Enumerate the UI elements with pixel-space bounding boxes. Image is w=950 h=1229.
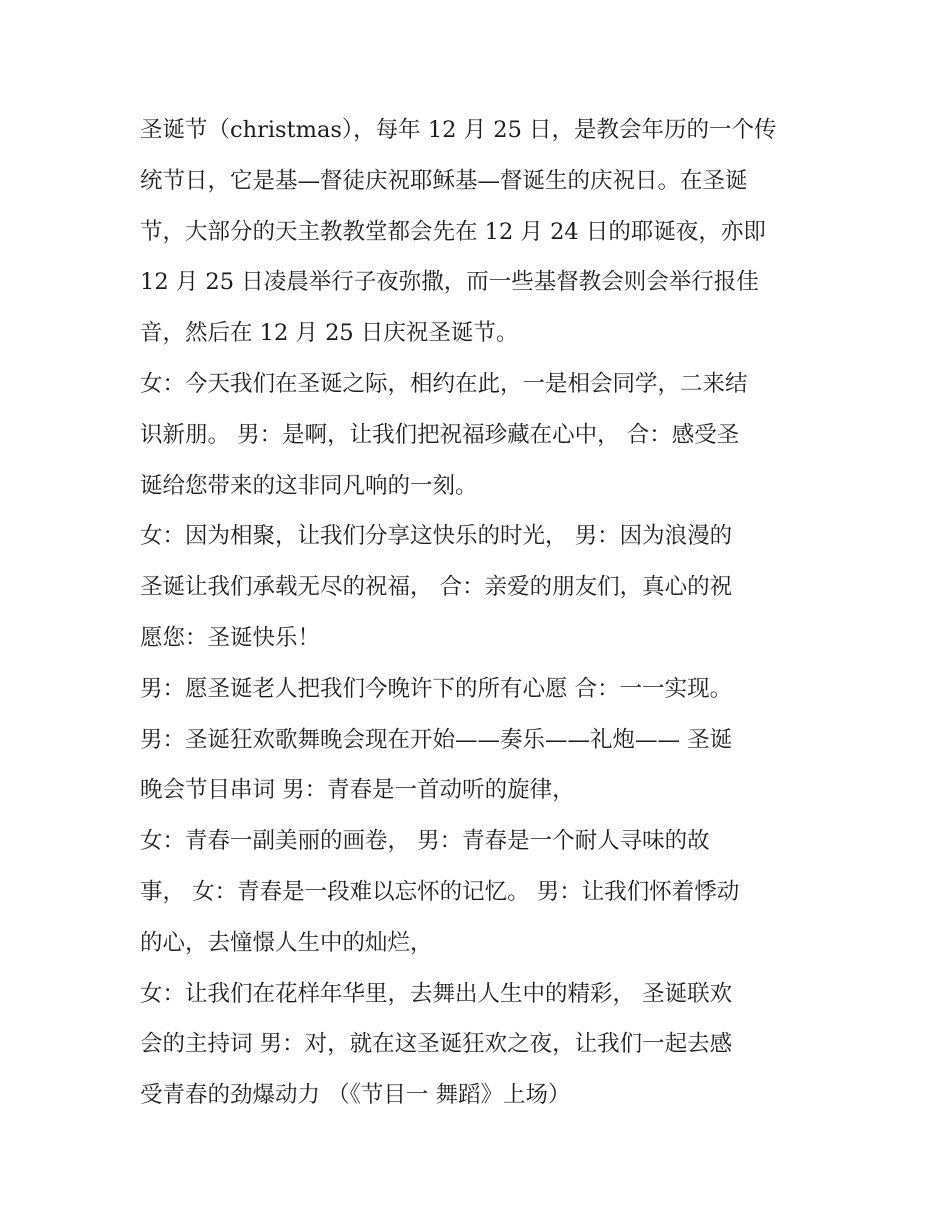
text-line: 音，然后在 12 月 25 日庆祝圣诞节。	[140, 320, 519, 347]
text-line: 男：圣诞狂欢歌舞晚会现在开始——奏乐——礼炮—— 圣诞	[140, 726, 733, 753]
text-line: 会的主持词 男：对，就在这圣诞狂欢之夜，让我们一起去感	[140, 1031, 733, 1058]
text-line: 12 月 25 日凌晨举行子夜弥撒，而一些基督教会则会举行报佳	[140, 269, 759, 296]
text-line: 的心，去憧憬人生中的灿烂，	[140, 929, 433, 956]
text-line: 女：因为相聚，让我们分享这快乐的时光， 男：因为浪漫的	[140, 523, 733, 550]
text-line: 晚会节目串词 男：青春是一首动听的旋律，	[140, 777, 575, 804]
text-line: 女：让我们在花样年华里，去舞出人生中的精彩， 圣诞联欢	[140, 980, 733, 1007]
text-line: 女：今天我们在圣诞之际，相约在此，一是相会同学，二来结	[140, 370, 748, 397]
text-line: 愿您：圣诞快乐！	[140, 624, 321, 651]
text-line: 统节日，它是基—督徒庆祝耶稣基—督诞生的庆祝日。在圣诞	[140, 167, 748, 194]
document-body	[140, 105, 812, 1121]
text-line: 女：青春一副美丽的画卷， 男：青春是一个耐人寻味的故	[140, 828, 710, 855]
text-line: 节，大部分的天主教教堂都会先在 12 月 24 日的耶诞夜，亦即	[140, 218, 766, 245]
text-line: 圣诞节（christmas），每年 12 月 25 日，是教会年历的一个传	[140, 117, 777, 143]
text-line: 识新朋。 男：是啊，让我们把祝福珍藏在心中， 合：感受圣	[140, 421, 740, 448]
text-line: 男：愿圣诞老人把我们今晚许下的所有心愿 合：一一实现。	[140, 675, 733, 702]
text-line: 受青春的劲爆动力 （《节目一 舞蹈》上场）	[140, 1082, 571, 1109]
text-line: 事， 女：青春是一段难以忘怀的记忆。 男：让我们怀着悸动	[140, 878, 740, 905]
text-line: 诞给您带来的这非同凡响的一刻。	[140, 472, 478, 499]
text-line: 圣诞让我们承载无尽的祝福， 合：亲爱的朋友们，真心的祝	[140, 574, 733, 601]
